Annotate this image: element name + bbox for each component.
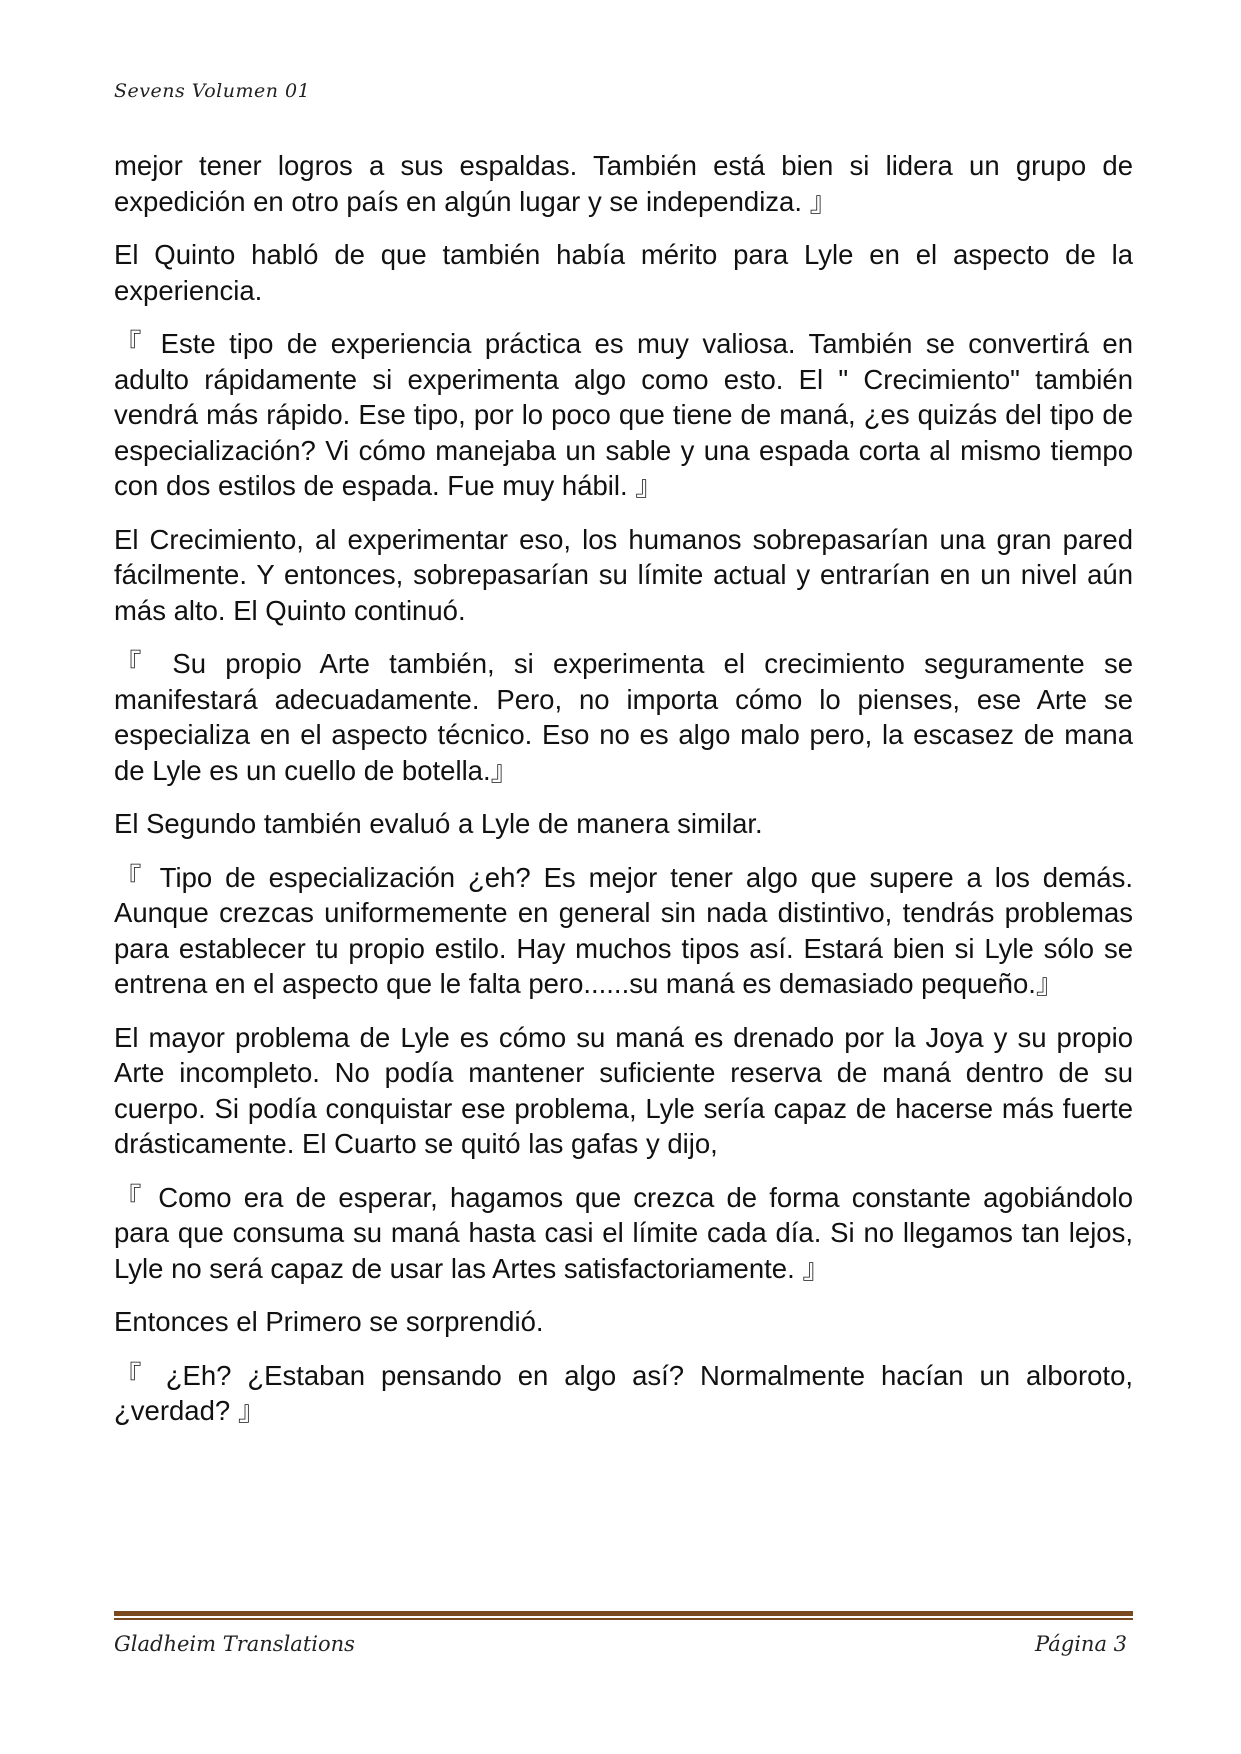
paragraph: El Crecimiento, al experimentar eso, los humanos sobrepasarían una gran pared fácilmente. Y entonces, sobrepasarían su límite actual y entrarían en un nivel aún más alto. El Quinto continuó. <box>114 523 1133 626</box>
page-body <box>114 148 1133 1447</box>
paragraph: mejor tener logros a sus espaldas. También está bien si lidera un grupo de expedición en otro país en algún lugar y se independiza. 』 <box>114 150 1133 217</box>
footer-divider <box>114 1611 1133 1620</box>
footer-divider-thin <box>114 1618 1133 1620</box>
paragraph: 『 Su propio Arte también, si experimenta el crecimiento seguramente se manifestará adecuadamente. Pero, no importa cómo lo pienses, ese Arte se especializa en el aspecto técnico. Eso no es algo malo pero, la escasez de mana de Lyle es un cuello de botella.』 <box>114 648 1133 786</box>
page-number: Página 3 <box>1035 1632 1127 1656</box>
paragraph: 『 Este tipo de experiencia práctica es muy valiosa. También se convertirá en adulto rápidamente si experimenta algo como esto. El " Crecimiento" también vendrá más rápido. Ese tipo, por lo poco que tiene de maná, ¿es quizás del tipo de especialización? Vi cómo manejaba un sable y una espada corta al mismo tiempo con dos estilos de espada. Fue muy hábil. 』 <box>114 328 1133 501</box>
footer-credit: Gladheim Translations <box>114 1632 355 1656</box>
paragraph: El Quinto habló de que también había mérito para Lyle en el aspecto de la experiencia. <box>114 239 1133 306</box>
paragraph: 『 ¿Eh? ¿Estaban pensando en algo así? Normalmente hacían un alboroto, ¿verdad? 』 <box>114 1359 1133 1426</box>
paragraph: 『 Tipo de especialización ¿eh? Es mejor tener algo que supere a los demás. Aunque crezcas uniformemente en general sin nada distintivo, tendrás problemas para establecer tu propio estilo. Hay muchos tipos así. Estará bien si Lyle sólo se entrena en el aspecto que le falta pero......su maná es demasiado pequeño.』 <box>114 861 1133 999</box>
paragraph: El mayor problema de Lyle es cómo su maná es drenado por la Joya y su propio Arte incompleto. No podía mantener suficiente reserva de maná dentro de su cuerpo. Si podía conquistar ese problema, Lyle sería capaz de hacerse más fuerte drásticamente. El Cuarto se quitó las gafas y dijo, <box>114 1021 1133 1159</box>
running-header: Sevens Volumen 01 <box>114 80 311 102</box>
paragraph: Entonces el Primero se sorprendió. <box>114 1306 544 1337</box>
footer-divider-thick <box>114 1611 1133 1616</box>
paragraph: El Segundo también evaluó a Lyle de manera similar. <box>114 808 763 839</box>
paragraph: 『 Como era de esperar, hagamos que crezca de forma constante agobiándolo para que consuma su maná hasta casi el límite cada día. Si no llegamos tan lejos, Lyle no será capaz de usar las Artes satisfactoriamente. 』 <box>114 1181 1133 1284</box>
